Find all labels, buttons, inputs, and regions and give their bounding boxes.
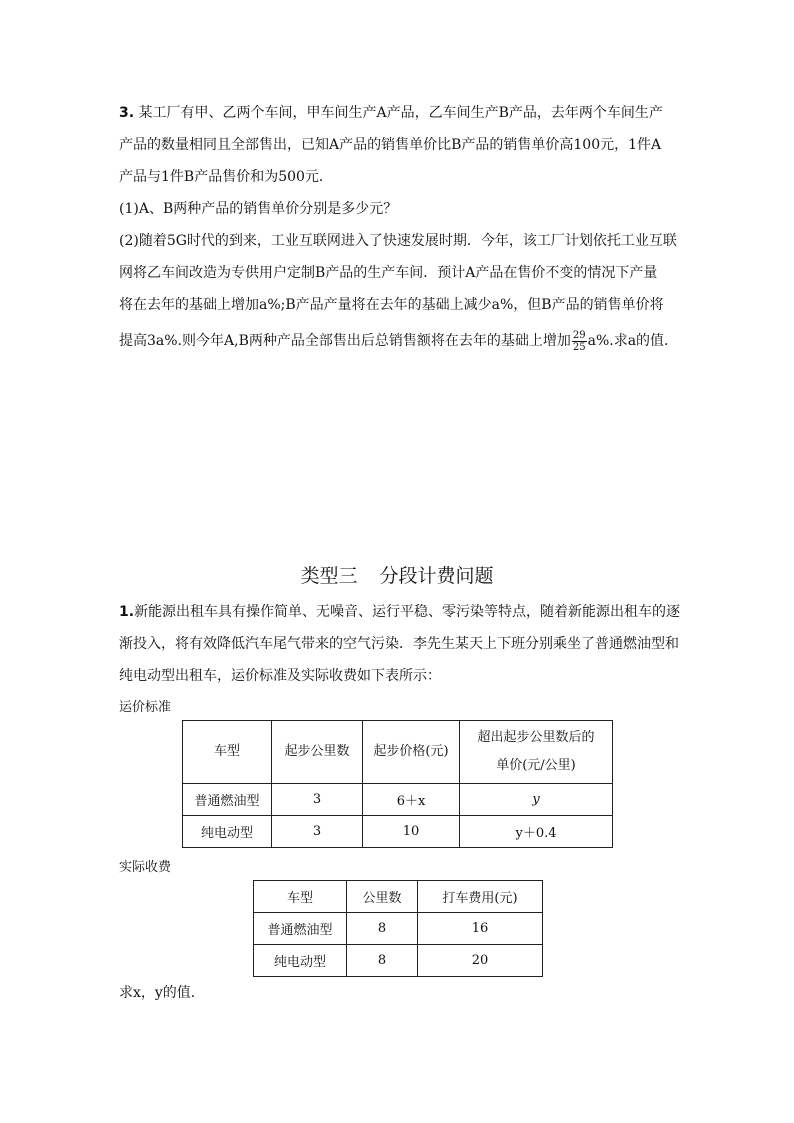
problem-3-line-3: 产品与1件B产品售价和为500元． (119, 169, 333, 185)
problem-1-line-3: 纯电动型出租车，运价标准及实际收费如下表所示： (119, 668, 441, 684)
header-cell: 车型 (254, 881, 347, 913)
fraction-denominator: 25 (572, 341, 586, 353)
fraction-numerator: 29 (572, 329, 586, 341)
table-cell: 10 (363, 816, 460, 848)
header-cell: 超出起步公里数后的 单价(元/公里) (460, 721, 613, 784)
problem-3-question-2-line-4: 提高3a%.则今年A,B两种产品全部售出后总销售额将在去年的基础上增加 (119, 333, 571, 349)
problem-1-line-2: 渐投入，将有效降低汽车尾气带来的空气污染．李先生某天上下班分别乘坐了普通燃油型和 (119, 636, 679, 652)
table-row (183, 784, 613, 816)
table-row (183, 816, 613, 848)
header-cell: 打车费用(元) (418, 881, 543, 913)
problem-3-line-2: 产品的数量相同且全部售出，已知A产品的销售单价比B产品的销售单价高100元，1件A (119, 137, 662, 153)
table-row (254, 945, 543, 977)
table-header-row (254, 881, 543, 913)
table-cell: 纯电动型 (183, 816, 272, 848)
problem-1-number: 1. (119, 604, 135, 620)
table-1-label: 运价标准 (119, 700, 172, 715)
problem-3-question-2-line-1: (2)随着5G时代的到来，工业互联网进入了快速发展时期．今年，该工厂计划依托工业互联 (119, 233, 677, 249)
header-cell: 公里数 (347, 881, 418, 913)
problem-3 (119, 97, 679, 361)
problem-1 (119, 596, 679, 692)
header-cell: 起步公里数 (272, 721, 363, 784)
table-header-row (183, 721, 613, 784)
header-cell: 起步价格(元) (363, 721, 460, 784)
problem-3-question-1: (1)A、B两种产品的销售单价分别是多少元？ (119, 201, 398, 217)
fare-standard-table (182, 720, 613, 848)
table-cell: 普通燃油型 (183, 784, 272, 816)
table-cell: 16 (418, 913, 543, 945)
problem-3-question-2-line-3: 将在去年的基础上增加a%;B产品产量将在去年的基础上减少a%，但B产品的销售单价将 (119, 297, 664, 313)
table-cell: y (460, 784, 613, 816)
fraction-29-25 (572, 330, 587, 353)
section-type-label: 类型三 (300, 565, 358, 587)
table-cell: 6＋x (363, 784, 460, 816)
problem-3-number: 3. (119, 105, 135, 121)
problem-3-line-1: 某工厂有甲、乙两个车间，甲车间生产A产品，乙车间生产B产品，去年两个车间生产 (134, 105, 663, 121)
actual-fare-table (253, 880, 543, 977)
table-cell: 8 (347, 913, 418, 945)
final-question: 求x，y的值． (119, 985, 205, 1001)
header-cell: 车型 (183, 721, 272, 784)
table-cell: 3 (272, 784, 363, 816)
table-cell: y＋0.4 (460, 816, 613, 848)
table-cell: 纯电动型 (254, 945, 347, 977)
problem-1-line-1: 新能源出租车具有操作简单、无噪音、运行平稳、零污染等特点，随着新能源出租车的逐 (134, 604, 681, 620)
table-2-label: 实际收费 (119, 860, 172, 875)
section-title: 分段计费问题 (379, 565, 494, 587)
table-cell: 普通燃油型 (254, 913, 347, 945)
table-cell: 20 (418, 945, 543, 977)
table-row (254, 913, 543, 945)
section-heading (0, 561, 794, 588)
table-cell: 3 (272, 816, 363, 848)
table-cell: 8 (347, 945, 418, 977)
problem-3-question-2-line-4-end: a%.求a的值． (587, 333, 679, 349)
problem-3-question-2-line-2: 网将乙车间改造为专供用户定制B产品的生产车间．预计A产品在售价不变的情况下产量 (119, 265, 658, 281)
